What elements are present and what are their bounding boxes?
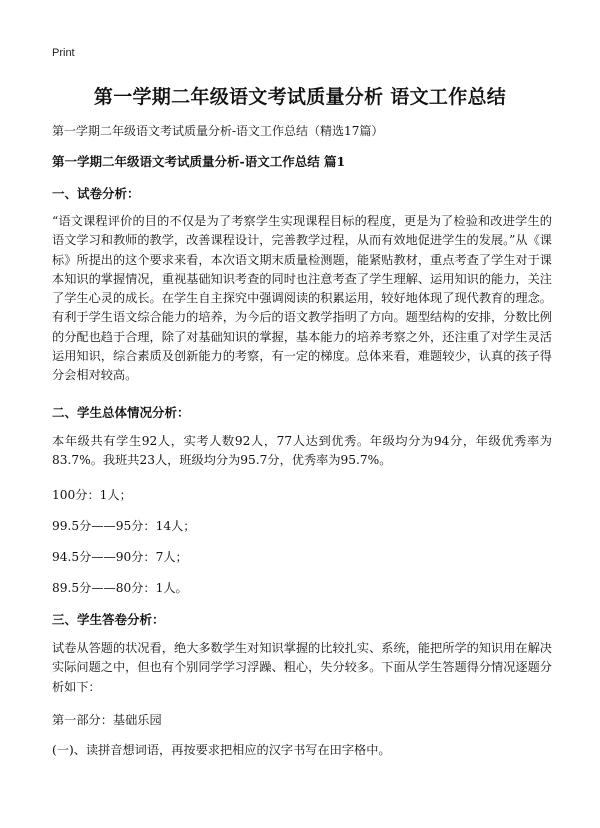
section-3-title: 三、学生答卷分析：	[52, 612, 165, 627]
score-line: 99.5分——95分：14人；	[52, 519, 196, 533]
part-1-heading: 第一部分：基础乐园	[52, 713, 162, 727]
section-2-body: 本年级共有学生92人，实考人数92人，77人达到优秀。年级均分为94分，年级优秀率为83.7%。我班共23人，班级均分为95.7分，优秀率为95.7%。	[52, 434, 552, 468]
article-heading: 第一学期二年级语文考试质量分析-语文工作总结 篇1	[52, 154, 346, 169]
section-1-body: “语文课程评价的目的不仅是为了考察学生实现课程目标的程度，更是为了检验和改进学生的语文学习和教师的教学，改善课程设计，完善教学过程，从而有效地促进学生的发展。”从《课标》所提出的这个要求来看，本次语文期末质量检测题，能紧贴教材，重点考查了学生对于课本知识的掌握情况，重视基础知识考查的同时也注意考查了学生理解、运用知识的能力，关注了学生心灵的成长。在学生自主探究中强调阅读的积累运用，较好地体现了现代教育的理念。有利于学生语文综合能力的培养，为今后的语文教学指明了方向。题型结构的安排，分数比例的分配也趋于合理，除了对基础知识的掌握，基本能力的培养考察之外，还注重了对学生灵活运用知识，综合素质及创新能力的考察，有一定的梯度。总体来看，难题较少，认真的孩子得分会相对较高。	[52, 214, 552, 383]
score-line: 100分：1人；	[52, 488, 132, 502]
score-line: 89.5分——80分：1人。	[52, 581, 188, 595]
item-1-text: (一)、读拼音想词语，再按要求把相应的汉字书写在田字格中。	[52, 743, 391, 757]
section-2-title: 二、学生总体情况分析：	[52, 405, 190, 420]
document-subtitle: 第一学期二年级语文考试质量分析-语文工作总结（精选17篇）	[52, 124, 384, 138]
section-1-title: 一、试卷分析：	[52, 186, 140, 201]
print-label[interactable]: Print	[52, 47, 75, 59]
document-title: 第一学期二年级语文考试质量分析 语文工作总结	[93, 86, 507, 108]
score-line: 94.5分——90分：7人；	[52, 550, 188, 564]
section-3-body: 试卷从答题的状况看，绝大多数学生对知识掌握的比较扎实、系统，能把所学的知识用在解决实际问题之中，但也有个别同学学习浮躁、粗心，失分较多。下面从学生答题得分情况逐题分析如下：	[52, 641, 552, 694]
